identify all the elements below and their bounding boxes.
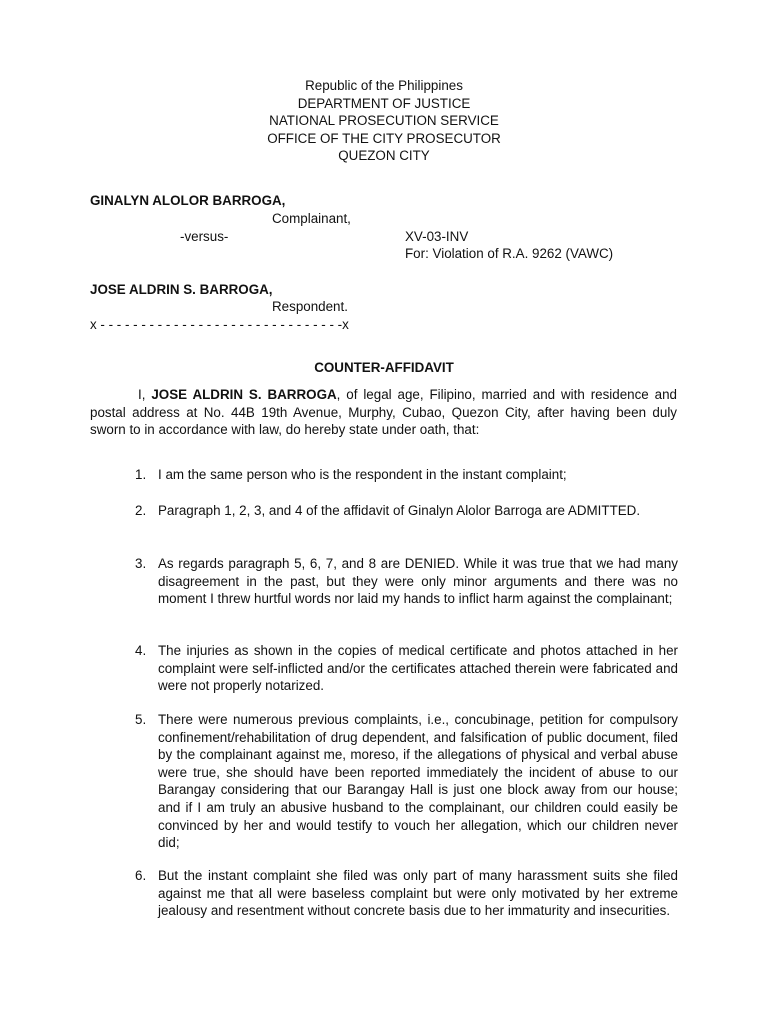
item-text: There were numerous previous complaints, i.e., concubinage, petition for compulsory confinement/rehabilitation of drug dependent, and falsification of public document, filed by the complainant against me, moreso, if the allegations of physical and verbal abuse were true, she should have been reported immediately the incident of abuse to our Barangay considering that our Barangay Hall is just one block away from our house; and if I am truly an abusive husband to the complainant, our children could easily be convinced by her and would testify to vouch her allegation, which our children never did; — [158, 712, 678, 851]
document-title: COUNTER-AFFIDAVIT — [314, 360, 454, 375]
item-number: 2. — [135, 503, 147, 518]
item-text: The injuries as shown in the copies of medical certificate and photos attached in her complaint were self-inflicted and/or the certificates attached therein were fabricated and were not properly notarized. — [158, 643, 678, 694]
case-violation: For: Violation of R.A. 9262 (VAWC) — [405, 246, 614, 261]
item-number: 4. — [135, 643, 147, 658]
respondent-name: JOSE ALDRIN S. BARROGA, — [90, 282, 273, 297]
versus-label: -versus- — [180, 229, 229, 244]
respondent-role: Respondent. — [272, 299, 348, 314]
item-number: 1. — [135, 467, 147, 482]
intro-prefix: I, — [138, 387, 152, 402]
header-office: OFFICE OF THE CITY PROSECUTOR — [267, 130, 501, 146]
complainant-role: Complainant, — [272, 211, 351, 226]
intro-paragraph — [90, 386, 677, 439]
header-city: QUEZON CITY — [338, 148, 430, 164]
item-number: 3. — [135, 556, 147, 571]
item-number: 5. — [135, 712, 147, 727]
affiant-name: JOSE ALDRIN S. BARROGA — [151, 387, 337, 402]
item-text: I am the same person who is the respondent in the instant complaint; — [158, 467, 567, 482]
item-text: Paragraph 1, 2, 3, and 4 of the affidavit of Ginalyn Alolor Barroga are ADMITTED. — [158, 503, 641, 518]
header-service: NATIONAL PROSECUTION SERVICE — [269, 113, 499, 129]
item-text: But the instant complaint she filed was only part of many harassment suits she filed against me that all were baseless complaint but were only motivated by her extreme jealousy and resentment without concrete basis due to her immaturity and insecurities. — [158, 868, 678, 919]
item-text: As regards paragraph 5, 6, 7, and 8 are DENIED. While it was true that we had many disagreement in the past, but they were only minor arguments and there was no moment I threw hurtful words nor laid my hands to inflict harm against the complainant; — [158, 556, 678, 607]
intro-body: , of legal age, Filipino, married and with residence and postal address at No. 44B 19th Avenue, Murphy, Cubao, Quezon City, after having been duly sworn to in accordance with law, do hereby state under oath, that: — [90, 387, 677, 438]
case-number: XV-03-INV — [405, 229, 469, 244]
item-number: 6. — [135, 868, 147, 883]
header-department: DEPARTMENT OF JUSTICE — [297, 95, 471, 111]
header-republic: Republic of the Philippines — [305, 78, 463, 93]
caption-separator: x - - - - - - - - - - - - - - - - - - - - - - - - - - - - - -x — [90, 317, 349, 332]
complainant-name: GINALYN ALOLOR BARROGA, — [90, 193, 286, 208]
document-header — [0, 77, 768, 165]
